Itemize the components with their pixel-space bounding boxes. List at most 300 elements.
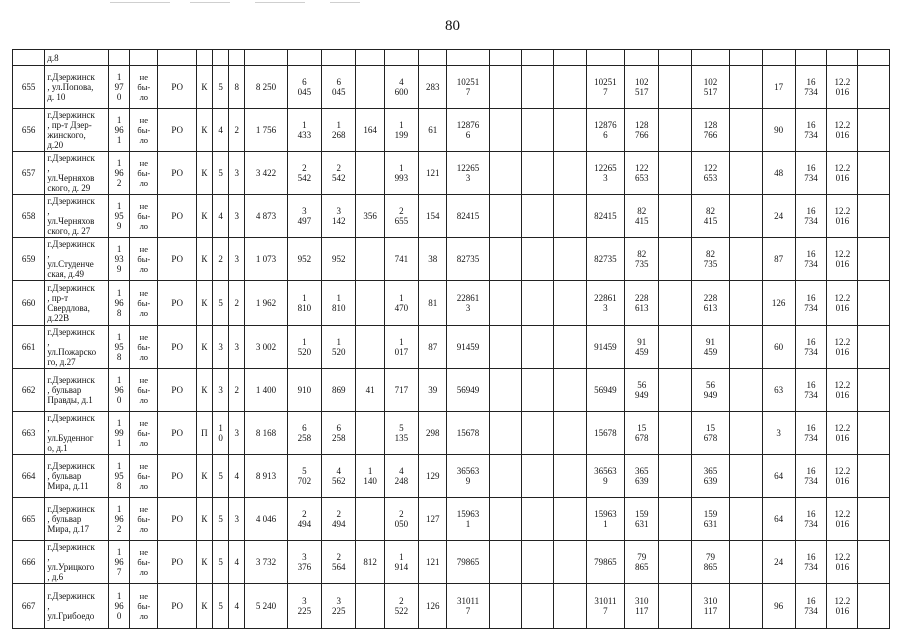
owner-form: РО <box>158 584 196 629</box>
months-count: 64 <box>762 498 795 541</box>
total-area: 1 756 <box>245 109 287 152</box>
cost-total: 56949 <box>447 369 489 412</box>
entrance-count: 4 <box>229 541 245 584</box>
cost-per-unit: 128 766 <box>625 109 659 152</box>
rate: 12.2 016 <box>827 541 858 584</box>
address-cell: д.8 <box>45 50 109 66</box>
nonresidential-area <box>356 412 384 455</box>
year-built: 1 99 1 <box>108 412 129 455</box>
empty-cell <box>659 498 691 541</box>
empty-cell <box>659 238 691 281</box>
empty-cell <box>522 541 554 584</box>
tariff: 16 734 <box>795 369 826 412</box>
empty-cell <box>730 281 762 326</box>
rate: 12.2 016 <box>827 326 858 369</box>
empty-cell <box>730 195 762 238</box>
cost-limit: 128 766 <box>691 109 729 152</box>
floor-count: 5 <box>213 152 229 195</box>
owner-form: РО <box>158 66 196 109</box>
empty-cell <box>659 541 691 584</box>
living-area: 5 702 <box>287 455 321 498</box>
tariff: 16 734 <box>795 326 826 369</box>
months-count: 17 <box>762 66 795 109</box>
living-area: 1 810 <box>287 281 321 326</box>
row-number: 660 <box>13 281 45 326</box>
cost-fund: 15678 <box>586 412 624 455</box>
address-cell: г.Дзержинск , бульвар Мира, д.11 <box>45 455 109 498</box>
wall-material: К <box>196 369 212 412</box>
table-row <box>13 238 890 281</box>
empty-cell <box>522 326 554 369</box>
year-built: 1 96 1 <box>108 109 129 152</box>
empty-cell <box>858 238 890 281</box>
table-row <box>13 369 890 412</box>
empty-cell <box>730 541 762 584</box>
total-area: 5 240 <box>245 584 287 629</box>
cost-limit: 159 631 <box>691 498 729 541</box>
cost-limit: 56 949 <box>691 369 729 412</box>
rate: 12.2 016 <box>827 109 858 152</box>
empty-cell <box>730 66 762 109</box>
total-area: 1 400 <box>245 369 287 412</box>
row-number: 663 <box>13 412 45 455</box>
year-built: 1 97 0 <box>108 66 129 109</box>
nonresidential-area <box>356 152 384 195</box>
address-cell: г.Дзержинск , ул.Грибоедо <box>45 584 109 629</box>
residential-area: 1 810 <box>322 281 356 326</box>
total-area: 8 913 <box>245 455 287 498</box>
empty-cell <box>489 541 521 584</box>
year-built: 1 93 9 <box>108 238 129 281</box>
months-count: 87 <box>762 238 795 281</box>
empty-cell <box>659 369 691 412</box>
cost-per-unit: 82 735 <box>625 238 659 281</box>
empty-cell <box>554 455 586 498</box>
residential-area: 6 258 <box>322 412 356 455</box>
empty-cell <box>489 152 521 195</box>
year-built: 1 96 2 <box>108 498 129 541</box>
tariff: 16 734 <box>795 281 826 326</box>
residential-area: 1 520 <box>322 326 356 369</box>
wall-material: К <box>196 66 212 109</box>
residents-count: 129 <box>419 455 447 498</box>
empty-cell <box>522 281 554 326</box>
year-built: 1 96 7 <box>108 541 129 584</box>
wall-material: К <box>196 195 212 238</box>
table-row <box>13 326 890 369</box>
owner-form: РО <box>158 541 196 584</box>
address-cell: г.Дзержинск , ул.Пожарско го, д.27 <box>45 326 109 369</box>
common-area: 717 <box>384 369 418 412</box>
year-built: 1 95 8 <box>108 455 129 498</box>
owner-form: РО <box>158 498 196 541</box>
residential-area: 2 494 <box>322 498 356 541</box>
empty-cell <box>858 498 890 541</box>
cost-per-unit: 91 459 <box>625 326 659 369</box>
months-count: 60 <box>762 326 795 369</box>
scan-artifact <box>255 2 305 3</box>
cost-limit: 82 735 <box>691 238 729 281</box>
floor-count: 4 <box>213 195 229 238</box>
empty-cell <box>858 152 890 195</box>
floor-count: 5 <box>213 584 229 629</box>
cost-fund: 82415 <box>586 195 624 238</box>
address-cell: г.Дзержинск , ул.Студенче ская, д.49 <box>45 238 109 281</box>
floor-count: 5 <box>213 281 229 326</box>
wall-material: К <box>196 326 212 369</box>
cost-per-unit: 102 517 <box>625 66 659 109</box>
residential-area: 2 542 <box>322 152 356 195</box>
address-cell: г.Дзержинск , ул.Попова, д. 10 <box>45 66 109 109</box>
owner-form: РО <box>158 281 196 326</box>
living-area: 910 <box>287 369 321 412</box>
cost-total: 31011 7 <box>447 584 489 629</box>
cost-per-unit: 365 639 <box>625 455 659 498</box>
address-cell: г.Дзержинск , ул.Черняхов ского, д. 27 <box>45 195 109 238</box>
cost-fund: 56949 <box>586 369 624 412</box>
tariff: 16 734 <box>795 152 826 195</box>
cost-total: 82415 <box>447 195 489 238</box>
floor-count: 2 <box>213 238 229 281</box>
entrance-count: 2 <box>229 109 245 152</box>
prior-repair: не бы- ло <box>130 195 158 238</box>
cost-fund: 36563 9 <box>586 455 624 498</box>
address-cell: г.Дзержинск , бульвар Правды, д.1 <box>45 369 109 412</box>
nonresidential-area <box>356 66 384 109</box>
owner-form: РО <box>158 195 196 238</box>
common-area: 2 050 <box>384 498 418 541</box>
row-number: 667 <box>13 584 45 629</box>
owner-form: РО <box>158 412 196 455</box>
empty-cell <box>858 455 890 498</box>
prior-repair: не бы- ло <box>130 281 158 326</box>
tariff: 16 734 <box>795 238 826 281</box>
empty-cell <box>554 369 586 412</box>
cost-per-unit: 310 117 <box>625 584 659 629</box>
address-cell: г.Дзержинск , пр-т Дзер- жинского, д.20 <box>45 109 109 152</box>
year-built: 1 95 8 <box>108 326 129 369</box>
table-row <box>13 412 890 455</box>
prior-repair: не бы- ло <box>130 498 158 541</box>
empty-cell <box>489 326 521 369</box>
cost-limit: 15 678 <box>691 412 729 455</box>
empty-cell <box>522 152 554 195</box>
tariff: 16 734 <box>795 498 826 541</box>
year-built: 1 96 8 <box>108 281 129 326</box>
row-number: 655 <box>13 66 45 109</box>
cost-fund: 91459 <box>586 326 624 369</box>
empty-cell <box>659 326 691 369</box>
address-cell: г.Дзержинск , ул.Буденног о, д.1 <box>45 412 109 455</box>
entrance-count: 4 <box>229 584 245 629</box>
total-area: 1 073 <box>245 238 287 281</box>
floor-count: 5 <box>213 455 229 498</box>
entrance-count: 2 <box>229 369 245 412</box>
empty-cell <box>554 66 586 109</box>
floor-count: 3 <box>213 369 229 412</box>
scan-artifact <box>190 2 230 3</box>
living-area: 3 376 <box>287 541 321 584</box>
residents-count: 38 <box>419 238 447 281</box>
empty-cell <box>489 369 521 412</box>
cost-fund: 12265 3 <box>586 152 624 195</box>
rate: 12.2 016 <box>827 369 858 412</box>
nonresidential-area: 812 <box>356 541 384 584</box>
cost-per-unit: 159 631 <box>625 498 659 541</box>
rate: 12.2 016 <box>827 152 858 195</box>
cost-total: 15678 <box>447 412 489 455</box>
rate: 12.2 016 <box>827 281 858 326</box>
residents-count: 127 <box>419 498 447 541</box>
tariff: 16 734 <box>795 455 826 498</box>
total-area: 3 732 <box>245 541 287 584</box>
empty-cell <box>730 412 762 455</box>
cost-fund: 10251 7 <box>586 66 624 109</box>
row-number: 657 <box>13 152 45 195</box>
empty-cell <box>858 584 890 629</box>
living-area: 952 <box>287 238 321 281</box>
cost-per-unit: 228 613 <box>625 281 659 326</box>
tariff: 16 734 <box>795 584 826 629</box>
entrance-count: 3 <box>229 152 245 195</box>
months-count: 96 <box>762 584 795 629</box>
months-count: 63 <box>762 369 795 412</box>
table-row <box>13 281 890 326</box>
empty-cell <box>554 109 586 152</box>
empty-cell <box>554 412 586 455</box>
tariff: 16 734 <box>795 541 826 584</box>
months-count: 24 <box>762 541 795 584</box>
cost-limit: 102 517 <box>691 66 729 109</box>
prior-repair: не бы- ло <box>130 541 158 584</box>
empty-cell <box>858 541 890 584</box>
empty-cell <box>554 584 586 629</box>
residential-area: 3 142 <box>322 195 356 238</box>
common-area: 5 135 <box>384 412 418 455</box>
floor-count: 5 <box>213 66 229 109</box>
cost-fund: 31011 7 <box>586 584 624 629</box>
common-area: 1 470 <box>384 281 418 326</box>
months-count: 64 <box>762 455 795 498</box>
common-area: 1 914 <box>384 541 418 584</box>
table-row <box>13 541 890 584</box>
table-row <box>13 498 890 541</box>
tariff: 16 734 <box>795 66 826 109</box>
wall-material: К <box>196 584 212 629</box>
wall-material: К <box>196 109 212 152</box>
common-area: 741 <box>384 238 418 281</box>
wall-material: К <box>196 541 212 584</box>
total-area: 3 002 <box>245 326 287 369</box>
common-area: 2 655 <box>384 195 418 238</box>
empty-cell <box>659 66 691 109</box>
nonresidential-area: 164 <box>356 109 384 152</box>
residents-count: 154 <box>419 195 447 238</box>
common-area: 2 522 <box>384 584 418 629</box>
row-number: 666 <box>13 541 45 584</box>
nonresidential-area <box>356 281 384 326</box>
tariff: 16 734 <box>795 109 826 152</box>
empty-cell <box>554 152 586 195</box>
cost-total: 91459 <box>447 326 489 369</box>
wall-material: К <box>196 152 212 195</box>
floor-count: 5 <box>213 541 229 584</box>
entrance-count: 3 <box>229 195 245 238</box>
cost-total: 79865 <box>447 541 489 584</box>
residential-area: 869 <box>322 369 356 412</box>
rate: 12.2 016 <box>827 238 858 281</box>
cost-limit: 91 459 <box>691 326 729 369</box>
empty-cell <box>489 455 521 498</box>
owner-form: РО <box>158 326 196 369</box>
empty-cell <box>659 281 691 326</box>
row-number: 661 <box>13 326 45 369</box>
common-area: 1 017 <box>384 326 418 369</box>
row-number: 659 <box>13 238 45 281</box>
cost-total: 22861 3 <box>447 281 489 326</box>
common-area: 4 600 <box>384 66 418 109</box>
owner-form: РО <box>158 455 196 498</box>
table-row <box>13 152 890 195</box>
rate: 12.2 016 <box>827 584 858 629</box>
residents-count: 39 <box>419 369 447 412</box>
year-built: 1 95 9 <box>108 195 129 238</box>
nonresidential-area: 1 140 <box>356 455 384 498</box>
empty-cell <box>659 584 691 629</box>
cost-limit: 82 415 <box>691 195 729 238</box>
prior-repair: не бы- ло <box>130 66 158 109</box>
prior-repair: не бы- ло <box>130 152 158 195</box>
wall-material: К <box>196 281 212 326</box>
rate: 12.2 016 <box>827 498 858 541</box>
empty-cell <box>659 455 691 498</box>
rate: 12.2 016 <box>827 412 858 455</box>
living-area: 2 494 <box>287 498 321 541</box>
page-number: 80 <box>445 18 460 34</box>
cost-total: 12876 6 <box>447 109 489 152</box>
entrance-count: 3 <box>229 326 245 369</box>
empty-cell <box>522 109 554 152</box>
empty-cell <box>489 238 521 281</box>
common-area: 1 993 <box>384 152 418 195</box>
prior-repair: не бы- ло <box>130 412 158 455</box>
residential-area: 952 <box>322 238 356 281</box>
empty-cell <box>730 238 762 281</box>
row-number: 658 <box>13 195 45 238</box>
living-area: 3 225 <box>287 584 321 629</box>
empty-cell <box>858 195 890 238</box>
empty-cell <box>730 109 762 152</box>
months-count: 126 <box>762 281 795 326</box>
floor-count: 4 <box>213 109 229 152</box>
floor-count: 1 0 <box>213 412 229 455</box>
empty-cell <box>730 152 762 195</box>
row-number: 662 <box>13 369 45 412</box>
housing-registry-table <box>12 49 890 629</box>
cost-limit: 122 653 <box>691 152 729 195</box>
table-row <box>13 66 890 109</box>
empty-cell <box>489 281 521 326</box>
living-area: 1 520 <box>287 326 321 369</box>
address-cell: г.Дзержинск , бульвар Мира, д.17 <box>45 498 109 541</box>
months-count: 48 <box>762 152 795 195</box>
empty-cell <box>554 541 586 584</box>
empty-cell <box>522 195 554 238</box>
scan-artifact <box>330 2 360 3</box>
cost-total: 36563 9 <box>447 455 489 498</box>
cost-total: 12265 3 <box>447 152 489 195</box>
empty-cell <box>489 195 521 238</box>
cost-limit: 310 117 <box>691 584 729 629</box>
address-cell: г.Дзержинск , пр-т Свердлова, д.22В <box>45 281 109 326</box>
table-row <box>13 455 890 498</box>
living-area: 6 258 <box>287 412 321 455</box>
residential-area: 6 045 <box>322 66 356 109</box>
total-area: 4 046 <box>245 498 287 541</box>
empty-cell <box>659 109 691 152</box>
months-count: 3 <box>762 412 795 455</box>
living-area: 1 433 <box>287 109 321 152</box>
cost-fund: 22861 3 <box>586 281 624 326</box>
wall-material: П <box>196 412 212 455</box>
cost-fund: 79865 <box>586 541 624 584</box>
residents-count: 61 <box>419 109 447 152</box>
cost-per-unit: 122 653 <box>625 152 659 195</box>
floor-count: 5 <box>213 498 229 541</box>
empty-cell <box>730 369 762 412</box>
total-area: 1 962 <box>245 281 287 326</box>
total-area: 8 250 <box>245 66 287 109</box>
cost-per-unit: 79 865 <box>625 541 659 584</box>
row-number: 664 <box>13 455 45 498</box>
empty-cell <box>858 109 890 152</box>
floor-count: 3 <box>213 326 229 369</box>
cost-total: 82735 <box>447 238 489 281</box>
empty-cell <box>489 66 521 109</box>
empty-cell <box>858 281 890 326</box>
table-row <box>13 109 890 152</box>
empty-cell <box>489 498 521 541</box>
row-number: 665 <box>13 498 45 541</box>
prior-repair: не бы- ло <box>130 455 158 498</box>
year-built: 1 96 0 <box>108 369 129 412</box>
living-area: 2 542 <box>287 152 321 195</box>
entrance-count: 3 <box>229 238 245 281</box>
prior-repair: не бы- ло <box>130 238 158 281</box>
common-area: 4 248 <box>384 455 418 498</box>
nonresidential-area <box>356 238 384 281</box>
empty-cell <box>522 584 554 629</box>
residents-count: 126 <box>419 584 447 629</box>
total-area: 8 168 <box>245 412 287 455</box>
cost-fund: 82735 <box>586 238 624 281</box>
empty-cell <box>522 412 554 455</box>
owner-form: РО <box>158 109 196 152</box>
empty-cell <box>554 195 586 238</box>
cost-per-unit: 82 415 <box>625 195 659 238</box>
tariff: 16 734 <box>795 412 826 455</box>
entrance-count: 3 <box>229 498 245 541</box>
empty-cell <box>554 498 586 541</box>
common-area: 1 199 <box>384 109 418 152</box>
table-row <box>13 195 890 238</box>
empty-cell <box>522 66 554 109</box>
nonresidential-area: 356 <box>356 195 384 238</box>
entrance-count: 8 <box>229 66 245 109</box>
residents-count: 283 <box>419 66 447 109</box>
empty-cell <box>730 584 762 629</box>
cost-limit: 365 639 <box>691 455 729 498</box>
